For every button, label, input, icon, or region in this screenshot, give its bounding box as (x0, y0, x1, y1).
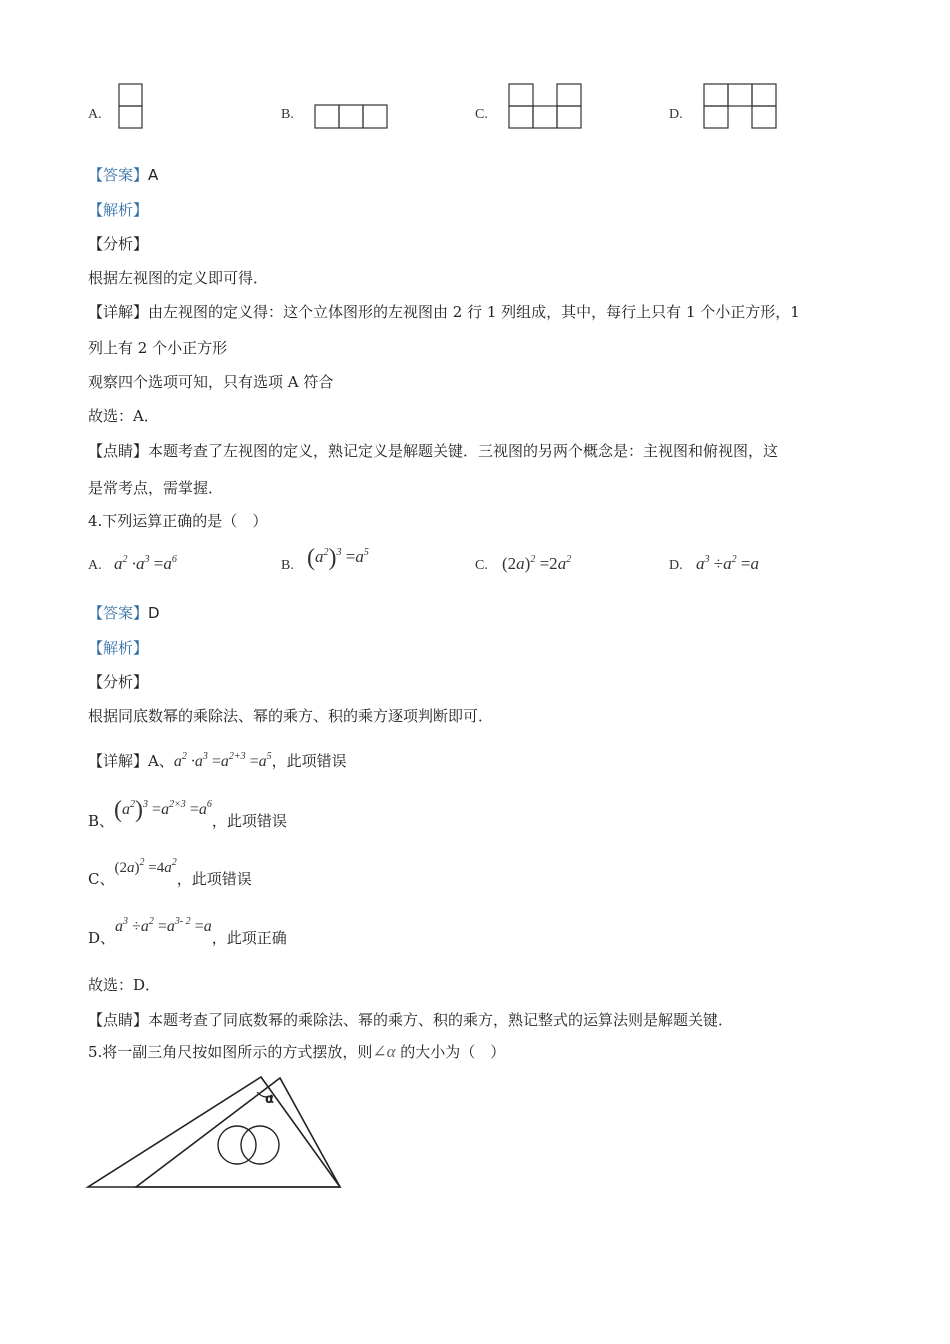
q4-option-d-label: D. (669, 558, 683, 573)
angle-label: α (265, 1092, 274, 1107)
xiangjie-tag: 【详解】 (88, 303, 149, 321)
answer-tag: 【答案】 (88, 604, 149, 622)
q5-triangle-figure (86, 1075, 346, 1191)
q4-fenxi-tag: 【分析】 (88, 673, 149, 691)
q4-jiexi-tag: 【解析】 (88, 639, 149, 657)
q3-fenxi-text: 根据左视图的定义即可得． (88, 269, 269, 287)
q3-xiangjie-line2: 列上有 2 个小正方形 (88, 339, 228, 357)
q3-option-c-figure (508, 83, 584, 129)
step-prefix: D、 (88, 929, 116, 947)
q3-option-d-label: D. (669, 107, 683, 122)
q3-xiangjie-line1 (88, 301, 800, 322)
q4-stem: 4.下列运算正确的是（ ） (88, 512, 268, 530)
answer-tag: 【答案】 (88, 166, 149, 184)
q5-stem-before: 5.将一副三角尺按如图所示的方式摆放，则 (88, 1043, 373, 1061)
q3-jiexi-tag: 【解析】 (88, 201, 149, 219)
step-expr: $a^2 \cdot a^3 =a^{2+3} =a^5$ (173, 751, 272, 770)
q4-option-b-expr: $(a^2)^3 =a^5$ (307, 545, 369, 571)
q3-option-a-figure (118, 83, 144, 129)
second-set-square (136, 1078, 340, 1187)
step-expr: $(2a)^2 =4a^2$ (114, 857, 177, 876)
q5-stem (88, 1041, 505, 1062)
q3-dianjing-line2: 是常考点，需掌握． (88, 479, 224, 497)
q3-option-c-label: C. (475, 107, 488, 122)
xiangjie-tag: 【详解】 (88, 752, 149, 770)
step-suffix: ，此项错误 (176, 870, 252, 888)
q3-option-b-figure (314, 104, 390, 130)
q3-option-d-figure (703, 83, 779, 129)
q4-option-a-label: A. (88, 558, 102, 573)
q3-answer-line (88, 164, 158, 185)
step-prefix: B、 (88, 812, 115, 830)
dianjing-tag: 【点睛】 (88, 1011, 149, 1029)
step-expr: $(a^2)^3 =a^{2\times 3} =a^6$ (114, 797, 212, 823)
q4-step-d (88, 915, 287, 947)
q3-fenxi-tag: 【分析】 (88, 235, 149, 253)
q4-option-a-expr: $a^2 \cdot a^3 =a^6$ (114, 554, 177, 573)
step-prefix: A、 (148, 752, 174, 770)
q4-step-c (88, 856, 252, 888)
step-expr: $a^3 \div a^2 =a^{3- 2} =a$ (115, 916, 212, 935)
right-circle (241, 1126, 279, 1164)
q5-angle-symbol: ∠α (372, 1042, 396, 1061)
left-circle (218, 1126, 256, 1164)
q3-observe: 观察四个选项可知，只有选项 A 符合 (88, 373, 334, 391)
xiangjie-text: 由左视图的定义得：这个立体图形的左视图由 2 行 1 列组成，其中，每行上只有 1 个小正方形，1 (148, 303, 800, 321)
q4-option-c-label: C. (475, 558, 488, 573)
step-suffix: ，此项错误 (211, 812, 287, 830)
q4-fenxi-text: 根据同底数幂的乘除法、幂的乘方、积的乘方逐项判断即可． (88, 707, 494, 725)
q4-step-b (88, 797, 287, 830)
answer-value: D (148, 604, 160, 622)
dianjing-tag: 【点睛】 (88, 442, 149, 460)
q5-stem-after: 的大小为（ ） (400, 1043, 506, 1061)
q4-dianjing-line (88, 1009, 733, 1030)
q3-choose: 故选：A． (88, 407, 159, 425)
q4-option-b-label: B. (281, 558, 294, 573)
q4-answer-line (88, 602, 160, 623)
q4-choose: 故选：D． (88, 976, 161, 994)
dianjing-text: 本题考查了左视图的定义，熟记定义是解题关键．三视图的另两个概念是：主视图和俯视图，这 (148, 442, 779, 460)
q3-option-b-label: B. (281, 107, 294, 122)
step-prefix: C、 (88, 870, 115, 888)
dianjing-text: 本题考查了同底数幂的乘除法、幂的乘方、积的乘方，熟记整式的运算法则是解题关键． (148, 1011, 734, 1029)
large-set-square (88, 1077, 340, 1187)
q3-dianjing-line1 (88, 440, 778, 461)
answer-value: A (148, 166, 159, 184)
q4-option-c-expr: $(2a)^2 =2a^2$ (502, 554, 572, 573)
q3-option-a-label: A. (88, 107, 102, 122)
q4-step-a (88, 750, 347, 771)
q4-option-d-expr: $a^3 \div a^2 =a$ (696, 554, 759, 573)
step-suffix: ，此项正确 (211, 929, 287, 947)
step-suffix: ，此项错误 (271, 752, 347, 770)
